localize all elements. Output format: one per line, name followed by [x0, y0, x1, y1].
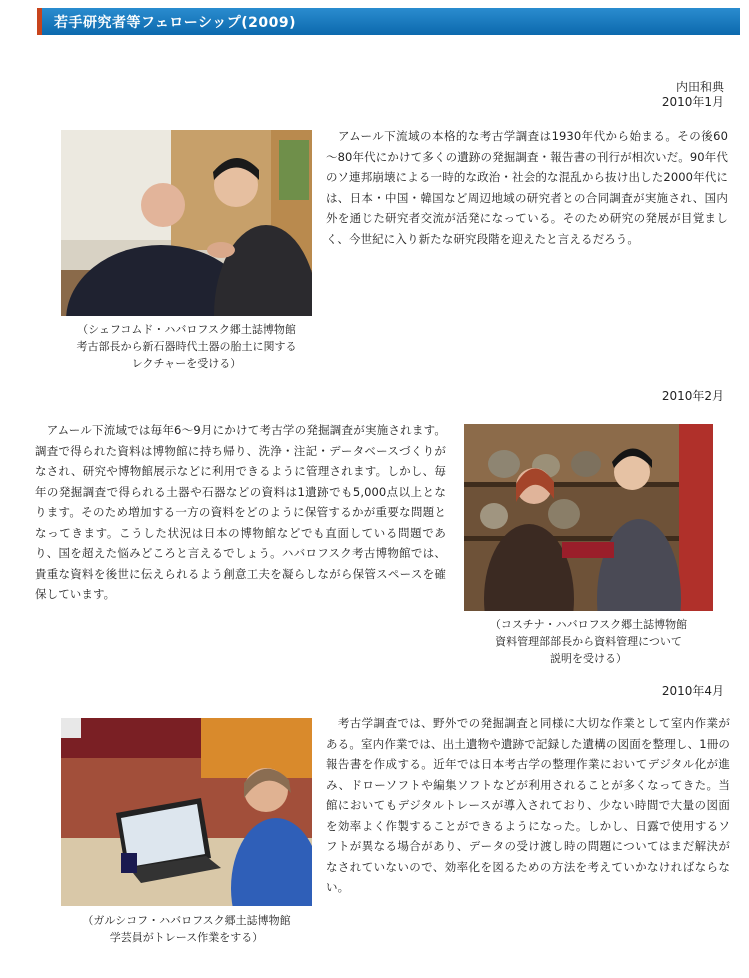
- entry-paragraph: 考古学調査では、野外での発掘調査と同様に大切な作業として室内作業がある。室内作業では、出土遺物や遺跡で記録した遺構の図面を整理し、1冊の報告書を作成する。近年では日本考古学の整理作業においてデジタル化が進み、ドローソフトや編集ソフトなどが利用されることが多くなってきた。当館においてもデジタルトレースが導入されており、少ない時間で大量の図面を効率よく作製することができるようになった。しかし、日露で使用するソフトが異なる場合があり、データの受け渡し時の問題についてはまだ解決がなされていないので、効率化を図るための方法を考えていかなければならない。: [326, 716, 730, 894]
- entry-date: 2010年1月: [661, 95, 724, 109]
- entry-paragraph: アムール下流域の本格的な考古学調査は1930年代から始まる。その後60～80年代にかけて多くの遺跡の発掘調査・報告書の刊行が相次いだ。90年代のソ連邦崩壊による一時的な政治・社会的な混乱から抜け出した2000年代には、日本・中国・韓国など周辺地域の研究者との合同調査が実施され、国内外を通じた研究者交流が活発になっている。そのため研究の発展が目覚ましく、今世紀に入り新たな研究段階を迎えたと言えるだろう。: [326, 129, 728, 246]
- photo-caption: [61, 912, 312, 946]
- entry-date: 2010年4月: [661, 684, 724, 698]
- caption-line: 学芸員がトレース作業をする）: [109, 931, 264, 944]
- author-name: 内田和典: [675, 80, 724, 94]
- caption-line: （コスチナ・ハバロフスク郷土誌博物館: [489, 618, 688, 631]
- photo-lecture: [61, 130, 312, 316]
- caption-line: レクチャーを受ける）: [131, 357, 242, 370]
- page-header: [37, 8, 740, 35]
- entry-date: 2010年2月: [661, 389, 724, 403]
- caption-line: （シェフコムド・ハバロフスク郷土誌博物館: [77, 323, 296, 336]
- photo-collection: [464, 424, 713, 611]
- page-title: 若手研究者等フェローシップ(2009): [54, 15, 297, 31]
- caption-line: （ガルシコフ・ハバロフスク郷土誌博物館: [82, 914, 291, 927]
- caption-line: 考古部長から新石器時代土器の胎土に関する: [76, 340, 297, 353]
- photo-tracing: [61, 718, 312, 906]
- photo-caption: [464, 616, 713, 667]
- caption-line: 資料管理部部長から資料管理について: [495, 635, 682, 648]
- entry-paragraph: アムール下流域では毎年6～9月にかけて考古学の発掘調査が実施されます。調査で得られた資料は博物館に持ち帰り、洗浄・注記・データベースづくりがなされ、研究や博物館展示などに利用できるように管理されます。しかし、毎年の発掘調査で得られる土器や石器などの資料は1遺跡でも5,000点以上となります。そのため増加する一方の資料をどのように保管するかが重要な問題となってきます。こうした状況は日本の博物館などでも直面している問題であり、国を超えた悩みどころと言えるでしょう。ハバロフスク考古博物館では、貴重な資料を後世に伝えられるよう創意工夫を凝らしながら保管スペースを確保しています。: [35, 423, 446, 601]
- photo-caption: [61, 321, 312, 372]
- caption-line: 説明を受ける）: [550, 652, 627, 665]
